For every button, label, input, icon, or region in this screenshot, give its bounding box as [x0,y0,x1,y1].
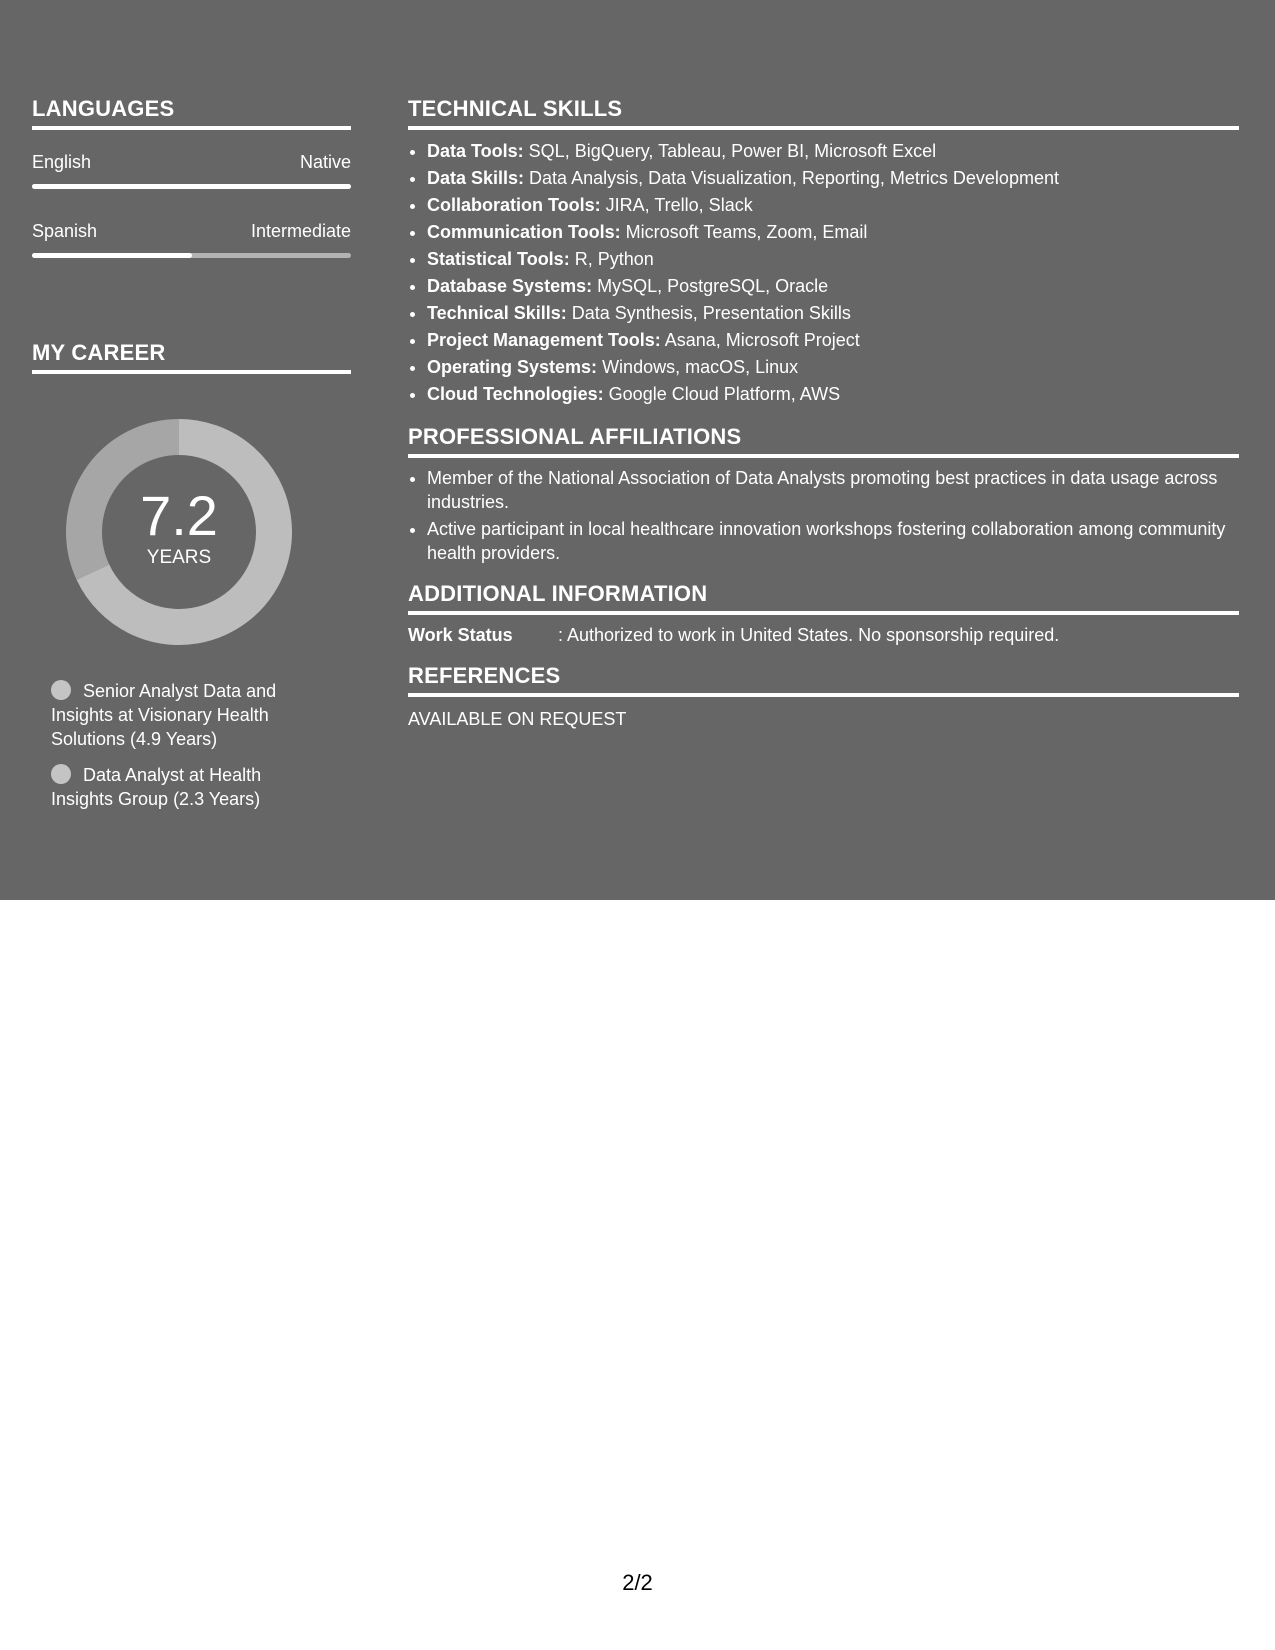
skill-item [427,192,1239,219]
section-divider [408,611,1239,615]
career-section [32,338,351,811]
career-role-label: Senior Analyst Data and Insights at Visionary Health Solutions (4.9 Years) [51,681,277,749]
skill-label: Data Skills: [427,168,525,188]
language-proficiency-bar [32,253,351,258]
languages-title: LANGUAGES [32,96,175,121]
language-proficiency-fill [32,253,192,258]
additional-info-title: ADDITIONAL INFORMATION [408,581,708,606]
technical-skills-list [408,138,1239,408]
skill-label: Collaboration Tools: [427,195,601,215]
skill-value: Asana, Microsoft Project [660,330,860,350]
legend-dot-icon [51,680,71,700]
skill-item [427,246,1239,273]
work-status-label: Work Status [408,625,513,645]
section-divider [408,126,1239,130]
skill-item [427,327,1239,354]
skill-value: Data Analysis, Data Visualization, Reporting, Metrics Development [524,168,1059,188]
skill-item [427,300,1239,327]
skill-value: Data Synthesis, Presentation Skills [566,303,851,323]
references-title: REFERENCES [408,663,561,688]
career-title: MY CAREER [32,340,166,365]
affiliations-list [408,466,1239,565]
affiliation-item: • Active participant in local healthcare innovation workshops fostering collaboration among community health providers. [427,517,1239,565]
affiliation-item: • Member of the National Association of Data Analysts promoting best practices in data usage across industries. [427,466,1239,514]
affiliations-section [408,422,1239,565]
language-proficiency-fill [32,184,351,189]
language-name: English [32,152,92,172]
skill-label: Cloud Technologies: [427,384,604,404]
skill-item [427,165,1239,192]
work-status-row [408,623,1239,647]
career-legend-item [51,679,311,751]
skill-value: R, Python [569,249,654,269]
section-divider [32,126,351,130]
skill-label: Communication Tools: [427,222,621,242]
skill-value: JIRA, Trello, Slack [600,195,753,215]
career-legend-item [51,763,311,811]
language-item-english [32,150,351,189]
section-divider [408,693,1239,697]
skill-item [427,381,1239,408]
skill-value: Windows, macOS, Linux [597,357,799,377]
affiliations-title: PROFESSIONAL AFFILIATIONS [408,424,742,449]
section-divider [32,370,351,374]
skill-item [427,354,1239,381]
skill-label: Database Systems: [427,276,593,296]
skill-item [427,138,1239,165]
career-legend [51,679,311,811]
references-section [408,661,1239,731]
legend-dot-icon [51,764,71,784]
technical-skills-title: TECHNICAL SKILLS [408,96,623,121]
references-text: AVAILABLE ON REQUEST [408,709,627,729]
skill-label: Technical Skills: [427,303,567,323]
career-total-years: 7.2 [140,484,218,547]
work-status-value: : Authorized to work in United States. No sponsorship required. [558,625,1060,645]
language-item-spanish [32,219,351,258]
language-name: Spanish [32,221,98,241]
career-role-label: Data Analyst at Health Insights Group (2.3 Years) [51,765,262,809]
skill-label: Operating Systems: [427,357,598,377]
language-level: Intermediate [250,221,351,241]
career-total-unit: YEARS [146,547,212,568]
skill-label: Project Management Tools: [427,330,661,350]
skill-item [427,273,1239,300]
left-column [32,94,351,823]
language-proficiency-bar [32,184,351,189]
page-number: 2/2 [622,1570,653,1595]
additional-info-section [408,579,1239,647]
skill-label: Statistical Tools: [427,249,570,269]
language-level: Native [299,152,351,172]
skill-item [427,219,1239,246]
skill-value: MySQL, PostgreSQL, Oracle [592,276,829,296]
section-divider [408,454,1239,458]
skill-value: Microsoft Teams, Zoom, Email [620,222,868,242]
career-donut-chart [66,419,292,645]
right-column [408,94,1239,731]
skill-value: SQL, BigQuery, Tableau, Power BI, Microsoft Excel [523,141,937,161]
skill-label: Data Tools: [427,141,524,161]
skill-value: Google Cloud Platform, AWS [603,384,841,404]
